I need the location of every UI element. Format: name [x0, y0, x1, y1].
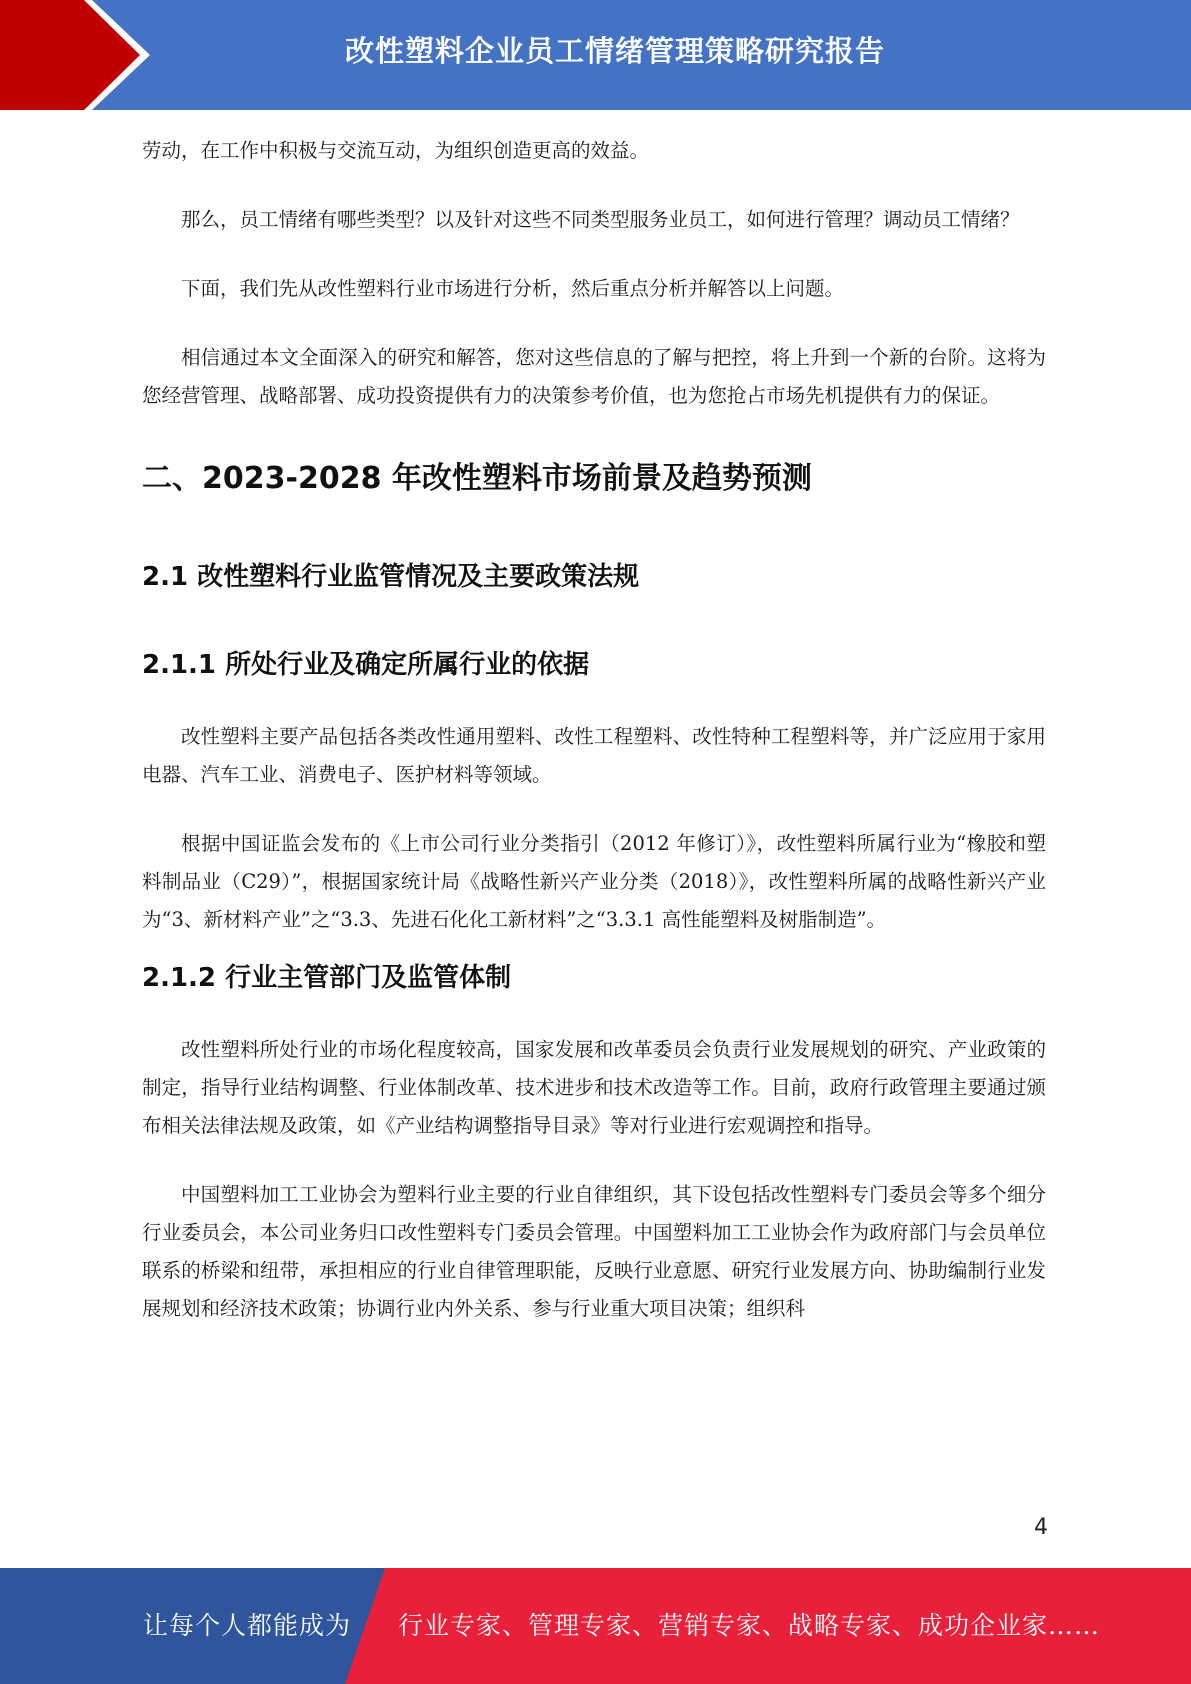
- paragraph: 改性塑料主要产品包括各类改性通用塑料、改性工程塑料、改性特种工程塑料等，并广泛应用于家用电器、汽车工业、消费电子、医护材料等领域。: [142, 725, 1046, 786]
- subsection-heading: 2.1.2 行业主管部门及监管体制: [142, 963, 512, 993]
- page-header: [0, 0, 1191, 110]
- report-title: 改性塑料企业员工情绪管理策略研究报告: [344, 34, 885, 68]
- paragraph: 中国塑料加工工业协会为塑料行业主要的行业自律组织，其下设包括改性塑料专门委员会等多个细分行业委员会，本公司业务归口改性塑料专门委员会管理。中国塑料加工工业协会作为政府部门与会员单位联系的桥梁和纽带，承担相应的行业自律管理职能，反映行业意愿、研究行业发展方向、协助编制行业发展规划和经济技术政策；协调行业内外关系、参与行业重大项目决策；组织科: [142, 1183, 1046, 1320]
- paragraph: 劳动，在工作中积极与交流互动，为组织创造更高的效益。: [142, 139, 650, 162]
- page-footer: [0, 1568, 1191, 1684]
- document-body: [142, 132, 1046, 1328]
- section-heading: 二、2023-2028 年改性塑料市场前景及趋势预测: [142, 461, 812, 496]
- footer-slogan-left: 让每个人都能成为: [143, 1611, 352, 1640]
- paragraph: 相信通过本文全面深入的研究和解答，您对这些信息的了解与把控，将上升到一个新的台阶。这将为您经营管理、战略部署、成功投资提供有力的决策参考价值，也为您抢占市场先机提供有力的保证。: [142, 346, 1046, 407]
- subsection-heading: 2.1 改性塑料行业监管情况及主要政策法规: [142, 562, 640, 592]
- paragraph: 改性塑料所处行业的市场化程度较高，国家发展和改革委员会负责行业发展规划的研究、产业政策的制定，指导行业结构调整、行业体制改革、技术进步和技术改造等工作。目前，政府行政管理主要通过颁布相关法律法规及政策，如《产业结构调整指导目录》等对行业进行宏观调控和指导。: [142, 1038, 1046, 1137]
- page-number: 4: [1034, 1515, 1048, 1540]
- paragraph: 那么，员工情绪有哪些类型？以及针对这些不同类型服务业员工，如何进行管理？调动员工情绪？: [181, 208, 1020, 231]
- paragraph: 根据中国证监会发布的《上市公司行业分类指引（2012 年修订）》，改性塑料所属行业为“橡胶和塑料制品业（C29）”，根据国家统计局《战略性新兴产业分类（2018）》，改性塑料所属的战略性新兴产业为“3、新材料产业”之“3.3、先进石化化工新材料”之“3.3.1 高性能塑料及树脂制造”。: [142, 832, 1046, 931]
- footer-slogan-right: 行业专家、管理专家、营销专家、战略专家、成功企业家……: [398, 1611, 1101, 1640]
- subsection-heading: 2.1.1 所处行业及确定所属行业的依据: [142, 650, 590, 680]
- paragraph: 下面，我们先从改性塑料行业市场进行分析，然后重点分析并解答以上问题。: [181, 277, 845, 300]
